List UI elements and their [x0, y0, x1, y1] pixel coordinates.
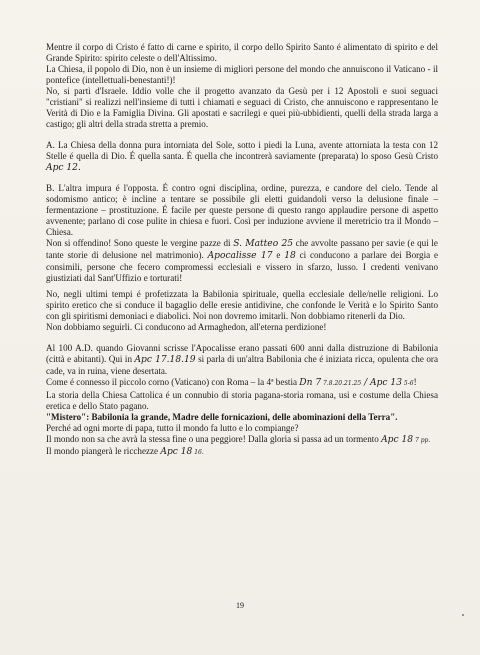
scripture-ref: Apocalisse 17 [207, 251, 273, 262]
scripture-ref: Apc 18 [381, 434, 414, 445]
paragraph: No, si partì d'Israele. Iddio volle che il progetto avanzato da Gesù per i 12 Apostoli e suoi seguaci "cristiani" si realizzi nell'insieme di tutti i chiamati e seguaci di Cristo, che annuiscono e rappresentano le Verità di Dio e la Famiglia Divina. Gli apostati e sacrilegi e quei più-ubbidienti, quelli della strada larga a castigo; gli altri della strada stretta a premio. [46, 85, 438, 129]
paragraph: No, negli ultimi tempi é profetizzata la Babilonia spirituale, quella ecclesiale delle/nelle religioni. Lo spirito eretico che si conduce il bagaglio delle eresie antidivine, che confonde le Verità e lo Spirito Santo con gli spiritismi demoniaci e diabolici. Noi non dovremo imitarli. Non dobbiamo ritenerli da Dio. [46, 289, 438, 321]
scripture-ref: 18 [284, 251, 296, 262]
scripture-ref: Apc 12. [46, 162, 81, 173]
paragraph: Il mondo piangerà le ricchezze Apc 18 16. [46, 446, 204, 458]
paragraph: La storia della Chiesa Cattolica é un connubio di storia pagana-storia romana, usi e costume della Chiesa eretica e dello Stato pagano. [46, 389, 438, 411]
paragraph-a: A. La Chiesa della donna pura intorniata del Sole, sotto i piedi la Luna, avente attorniata la testa con 12 Stelle é quella di Dio. É quella santa. É quella che incontrerà saviamente (preparata) lo sposo Gesù Cristo Apc 12. [46, 139, 438, 173]
scripture-ref: Apc 17.18.19 [134, 354, 196, 365]
scripture-ref: S. Matteo 25 [233, 239, 294, 250]
paragraph: Non dobbiamo seguirli. Ci conducono ad Armaghedon, all'eterna perdizione! [46, 321, 327, 332]
paragraph-c: Al 100 A.D. quando Giovanni scrisse l'Apocalisse erano passati 600 anni dalla distruzione di Babilonia (città e abitanti). Qui in Apc 17.18.19 si parla di un'altra Babilonia che é iniziata ricca, opulenta che ora cade, va in ruina, viene desertata. [46, 342, 438, 376]
scripture-ref: Dn 7 [299, 377, 322, 388]
scripture-ref: / Apc 13 [361, 377, 402, 388]
paragraph: Non si offendino! Sono queste le vergine pazze di S. Matteo 25 che avvolte passano per savie (e qui le tante storie di delusione nel matrimonio). Apocalisse 17 e 18 ci conducono a parlare dei Borgia e consimili, persone che fecero compromessi ecclesiali e vissero in sfarzo, lusso. I credenti venivano giustiziati dal Sant'Uffizio e torturati! [46, 238, 438, 284]
page-number: 19 [236, 601, 244, 610]
paragraph: Mentre il corpo di Cristo é fatto di carne e spirito, il corpo dello Spirito Santo é alimentato di spirito e del Grande Spirito: spirito celeste o dell'Altissimo. [46, 42, 438, 63]
paragraph-b: B. L'altra impura é l'opposta. É contro ogni disciplina, ordine, purezza, e candore del cielo. Tende al sodomismo antico; è incline a tentare se possibile gli eletti guidandoli verso la delusione finale – fermentazione – prostituzione. É facile per queste persone di questo rango applaudire persone di aspetto avvenente; parlano di cose pulite in chiesa e fuori. Così per induzione avviene il meretricio tra il Mondo – Chiesa. [46, 183, 438, 238]
paragraph: Come é connesso il piccolo corno (Vaticano) con Roma – la 4ª bestia Dn 7 7.8.20.21.25 / Apc 13 5-6! [46, 376, 417, 388]
body-text [46, 42, 438, 459]
paragraph: Il mondo non sa che avrà la stessa fine o una peggiore! Dalla gloria si passa ad un tormento Apc 18 7 pp. [46, 433, 431, 445]
bold-quote: "Mistero": Babilonia la grande, Madre delle fornicazioni, delle abominazioni della Terra". [46, 411, 398, 422]
paragraph: Perché ad ogni morte di papa, tutto il mondo fa lutto e lo compiange? [46, 422, 299, 433]
scripture-ref: Apc 18 [160, 447, 193, 458]
scan-speck [462, 614, 464, 616]
paragraph: La Chiesa, il popolo di Dio, non è un insieme di migliori persone del mondo che annuiscono il Vaticano - il pontefice (intellettuali-benestanti!)! [46, 63, 438, 85]
